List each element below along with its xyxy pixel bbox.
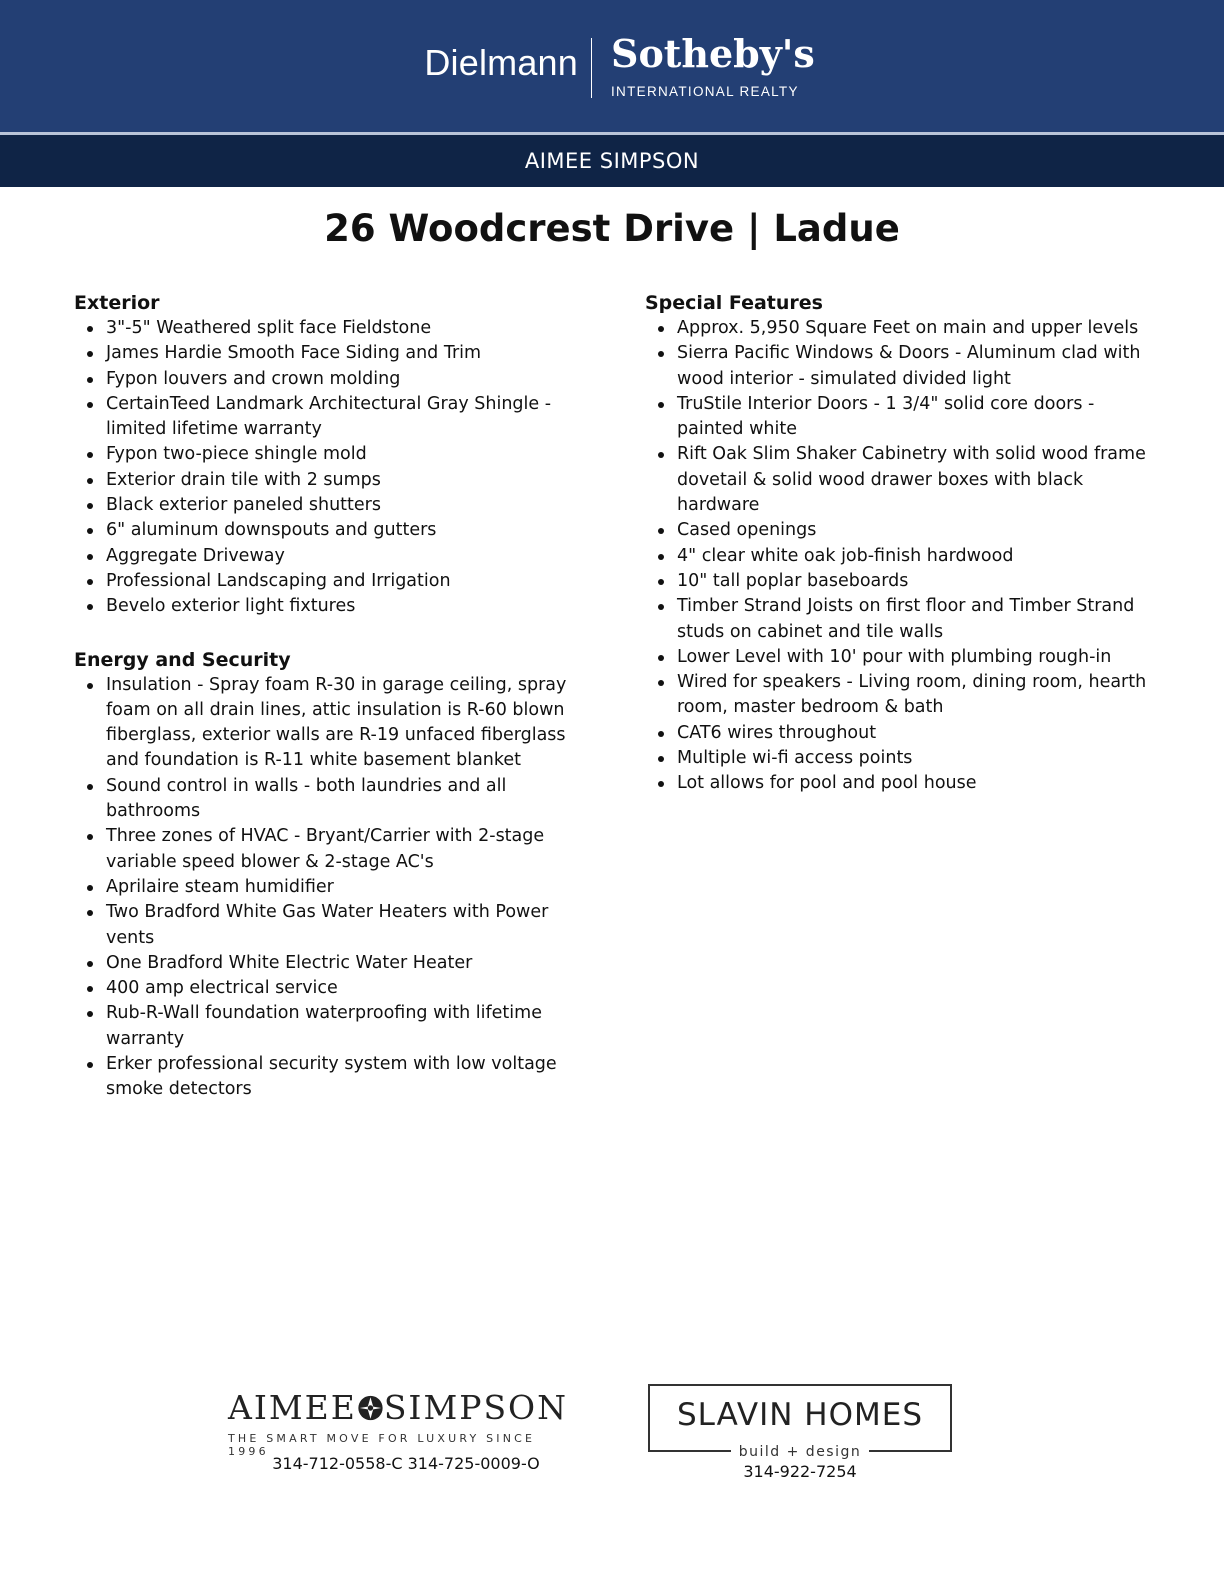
list-item: 6" aluminum downspouts and gutters <box>74 518 584 543</box>
exterior-heading: Exterior <box>74 292 160 314</box>
list-item: Wired for speakers - Living room, dining room, hearth room, master bedroom & bath <box>645 670 1165 721</box>
list-item: Sierra Pacific Windows & Doors - Aluminum clad with wood interior - simulated divided light <box>645 341 1165 392</box>
list-item: CAT6 wires throughout <box>645 721 1165 746</box>
energy-heading: Energy and Security <box>74 648 291 671</box>
list-item: Black exterior paneled shutters <box>74 493 584 518</box>
aimee-logo-first: AIMEE <box>228 1388 357 1427</box>
list-item: 4" clear white oak job-finish hardwood <box>645 544 1165 569</box>
left-column <box>74 291 584 1103</box>
brand-dielmann: Dielmann <box>424 42 578 83</box>
list-item: Bevelo exterior light fixtures <box>74 594 584 619</box>
list-item: Sound control in walls - both laundries and all bathrooms <box>74 774 584 825</box>
list-item: Aggregate Driveway <box>74 544 584 569</box>
list-item: Lower Level with 10' pour with plumbing rough-in <box>645 645 1165 670</box>
list-item: Rub-R-Wall foundation waterproofing with lifetime warranty <box>74 1001 584 1052</box>
special-heading: Special Features <box>645 292 823 314</box>
header-banner <box>0 0 1224 132</box>
slavin-tagline: build + design <box>731 1444 870 1460</box>
list-item: Aprilaire steam humidifier <box>74 875 584 900</box>
slavin-phone: 314-922-7254 <box>743 1462 857 1481</box>
list-item: Professional Landscaping and Irrigation <box>74 569 584 594</box>
brand-divider <box>591 38 592 98</box>
list-item: Approx. 5,950 Square Feet on main and upper levels <box>645 316 1165 341</box>
brand-sothebys-name: Sotheby's <box>611 31 815 76</box>
list-item: Lot allows for pool and pool house <box>645 771 1165 796</box>
energy-list <box>74 673 584 1103</box>
list-item: Fypon two-piece shingle mold <box>74 442 584 467</box>
list-item: 400 amp electrical service <box>74 976 584 1001</box>
agent-bar: AIMEE SIMPSON <box>0 135 1224 187</box>
special-list <box>645 316 1165 797</box>
list-item: Multiple wi-fi access points <box>645 746 1165 771</box>
aimee-phone: 314-712-0558-C 314-725-0009-O <box>272 1454 540 1473</box>
page-title: 26 Woodcrest Drive | Ladue <box>324 207 900 250</box>
list-item: TruStile Interior Doors - 1 3/4" solid core doors - painted white <box>645 392 1165 443</box>
list-item: Insulation - Spray foam R-30 in garage ceiling, spray foam on all drain lines, attic insulation is R-60 blown fiberglass, exterior walls are R-19 unfaced fiberglass and foundation is R-11 white basement blanket <box>74 673 584 774</box>
list-item: 3"-5" Weathered split face Fieldstone <box>74 316 584 341</box>
list-item: Two Bradford White Gas Water Heaters with Power vents <box>74 900 584 951</box>
brand-sothebys <box>611 32 815 99</box>
list-item: Cased openings <box>645 518 1165 543</box>
list-item: 10" tall poplar baseboards <box>645 569 1165 594</box>
list-item: Exterior drain tile with 2 sumps <box>74 468 584 493</box>
list-item: Fypon louvers and crown molding <box>74 367 584 392</box>
list-item: One Bradford White Electric Water Heater <box>74 951 584 976</box>
list-item: Timber Strand Joists on first floor and Timber Strand studs on cabinet and tile walls <box>645 594 1165 645</box>
aimee-simpson-logo <box>228 1388 568 1458</box>
slavin-logo-text: SLAVIN HOMES <box>677 1397 923 1433</box>
aimee-logo-last: SIMPSON <box>383 1388 568 1427</box>
exterior-list <box>74 316 584 620</box>
list-item: James Hardie Smooth Face Siding and Trim <box>74 341 584 366</box>
list-item: CertainTeed Landmark Architectural Gray Shingle - limited lifetime warranty <box>74 392 584 443</box>
right-column <box>645 291 1165 797</box>
compass-emblem-icon <box>357 1388 384 1428</box>
list-item: Erker professional security system with low voltage smoke detectors <box>74 1052 584 1103</box>
list-item: Rift Oak Slim Shaker Cabinetry with solid wood frame dovetail & solid wood drawer boxes with black hardware <box>645 442 1165 518</box>
brand-sothebys-sub: INTERNATIONAL REALTY <box>611 84 799 99</box>
list-item: Three zones of HVAC - Bryant/Carrier with 2-stage variable speed blower & 2-stage AC's <box>74 824 584 875</box>
aimee-tagline: THE SMART MOVE FOR LUXURY SINCE 1996 <box>228 1432 536 1458</box>
